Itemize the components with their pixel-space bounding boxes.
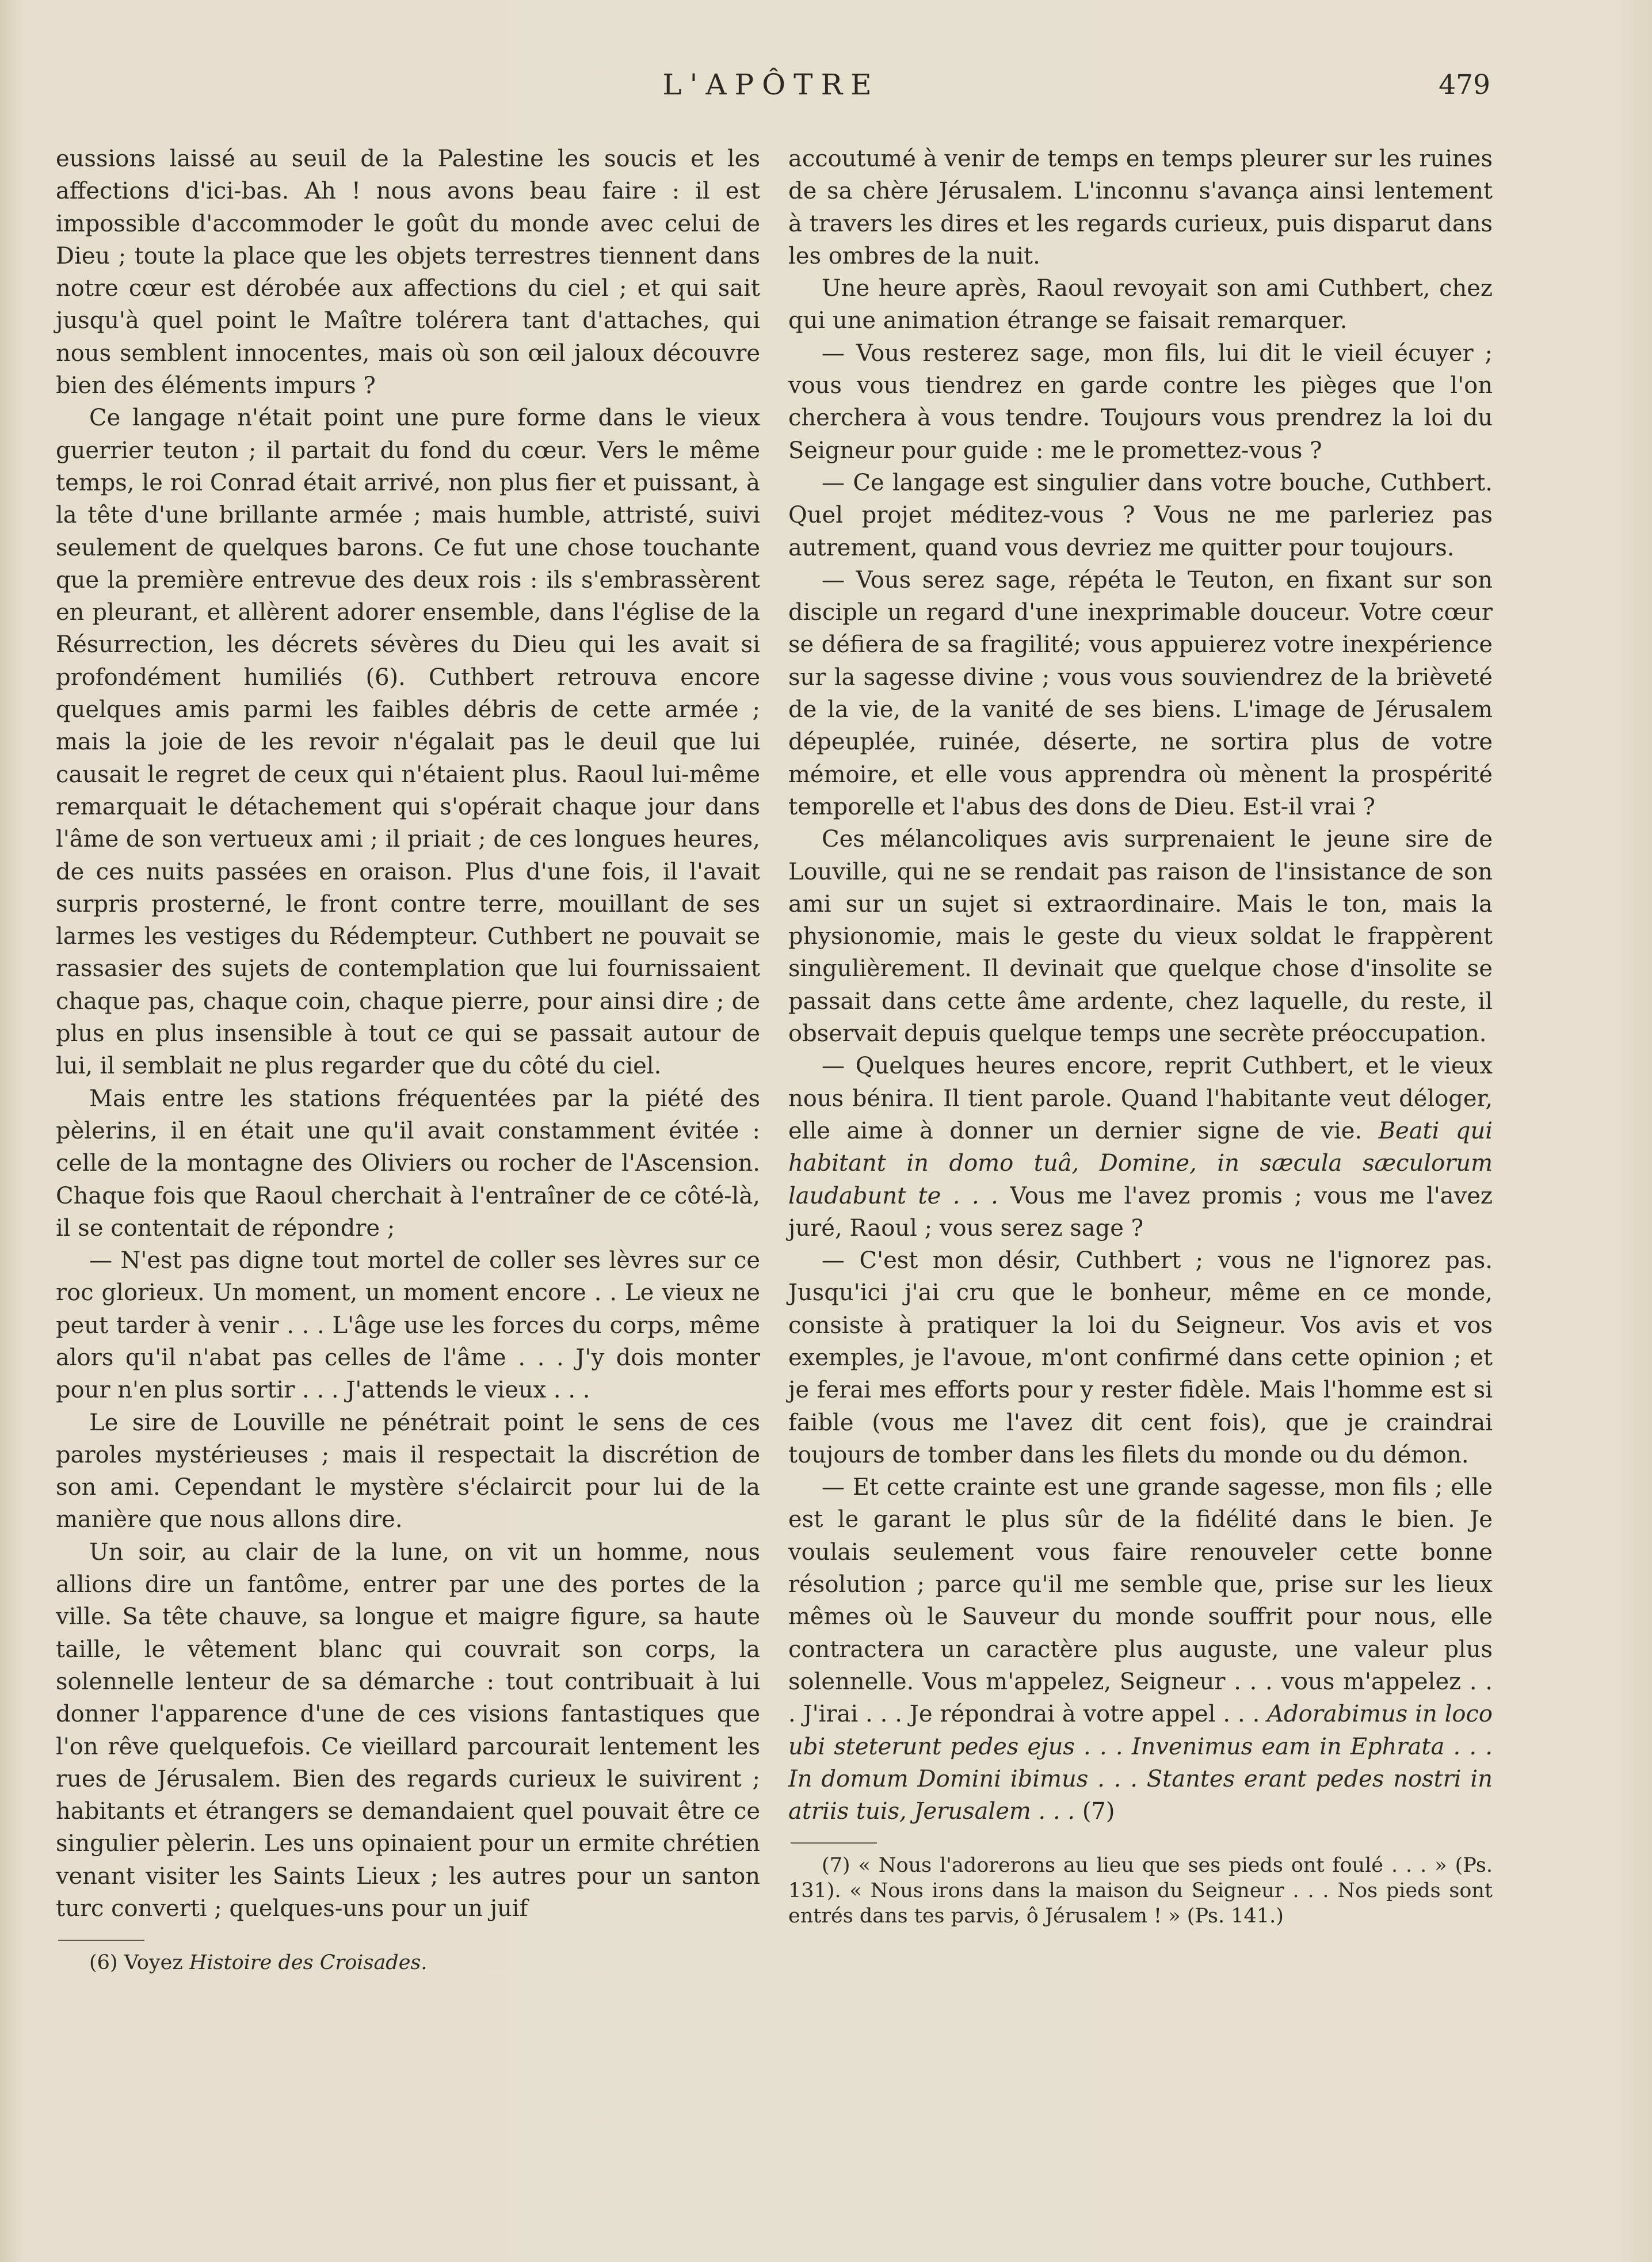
right-column (788, 143, 1493, 1929)
paragraph: accoutumé à venir de temps en temps pleurer sur les ruines de sa chère Jérusalem. L'inconnu s'avança ainsi lentement à travers les dires et les regards curieux, puis disparut dans les ombres de la nuit. (788, 146, 1493, 269)
footnote-divider (791, 1842, 877, 1844)
dialogue-paragraph (788, 1050, 1493, 1244)
paragraph: eussions laissé au seuil de la Palestine les soucis et les affections d'ici-bas. Ah ! nous avons beau faire : il est impossible d'accommoder le goût du monde avec celui de Dieu ; toute la place que les objets terrestres tiennent dans notre cœur est dérobée aux affections du ciel ; et qui sait jusqu'à quel point le Maître tolérera tant d'attaches, qui nous semblent innocentes, mais où son œil jaloux découvre bien des éléments impurs ? (56, 146, 760, 399)
footnote-7: (7) « Nous l'adorerons au lieu que ses pieds ont foulé . . . » (Ps. 131). « Nous irons dans la maison du Seigneur . . . Nos pieds sont entrés dans tes parvis, ô Jérusalem ! » (Ps. 141.) (788, 1854, 1493, 1928)
dialogue-text: — Quelques heures encore, reprit Cuthbert, et le vieux nous bénira. Il tient parole. Quand l'habitante veut déloger, elle aime à donner un dernier signe de vie. (788, 1053, 1493, 1144)
footnote-reference: (7) (1082, 1798, 1115, 1825)
footnote-number: (6) (89, 1951, 118, 1975)
footnote-text: Voyez (124, 1951, 183, 1975)
paragraph: Le sire de Louville ne pénétrait point le sens de ces paroles mystérieuses ; mais il respectait la discrétion de son ami. Cependant le mystère s'éclaircit pour lui de la manière que nous allons dire. (56, 1409, 760, 1533)
dialogue-text: — Et cette crainte est une grande sagesse, mon fils ; elle est le garant le plus sûr de la fidélité dans le bien. Je voulais seulement vous faire renouveler cette bonne résolution ; parce qu'il me semble que, prise sur les lieux mêmes où le Sauveur du monde souffrit pour nous, elle contractera un caractère plus auguste, une valeur plus solennelle. Vous m'appelez, Seigneur . . . vous m'appelez . . . J'irai . . . Je répondrai à votre appel . . . (788, 1474, 1493, 1728)
running-title: L'APÔTRE (662, 68, 880, 101)
paragraph: Un soir, au clair de la lune, on vit un homme, nous allions dire un fantôme, entrer par une des portes de la ville. Sa tête chauve, sa longue et maigre figure, sa haute taille, le vêtement blanc qui couvrait son corps, la solennelle lenteur de sa démarche : tout contribuait à lui donner l'apparence d'une de ces visions fantastiques que l'on rêve quelquefois. Ce vieillard parcourait lentement les rues de Jérusalem. Bien des regards curieux le suivirent ; habitants et étrangers se demandaient quel pouvait être ce singulier pèlerin. Les uns opinaient pour un ermite chrétien venant visiter les Saints Lieux ; les autres pour un santon turc converti ; quelques-uns pour un juif (56, 1539, 760, 1922)
dialogue-paragraph (788, 1471, 1493, 1827)
paragraph: Mais entre les stations fréquentées par la piété des pèlerins, il en était une qu'il avait constamment évitée : celle de la montagne des Oliviers ou rocher de l'Ascension. Chaque fois que Raoul cherchait à l'entraîner de ce côté-là, il se contentait de répondre ; (56, 1085, 760, 1242)
footnote-book-title: Histoire des Croisades. (189, 1951, 428, 1975)
dialogue-text: Vous me l'avez promis ; vous me l'avez juré, Raoul ; vous serez sage ? (788, 1182, 1493, 1242)
footnote-divider (58, 1940, 144, 1941)
paragraph: Une heure après, Raoul revoyait son ami Cuthbert, chez qui une animation étrange se faisait remarquer. (788, 275, 1493, 334)
dialogue-paragraph: — Vous resterez sage, mon fils, lui dit le vieil écuyer ; vous vous tiendrez en garde contre les pièges que l'on cherchera à vous tendre. Toujours vous prendrez la loi du Seigneur pour guide : me le promettez-vous ? (788, 340, 1493, 464)
paragraph: Ce langage n'était point une pure forme dans le vieux guerrier teuton ; il partait du fond du cœur. Vers le même temps, le roi Conrad était arrivé, non plus fier et puissant, à la tête d'une brillante armée ; mais humble, attristé, suivi seulement de quelques barons. Ce fut une chose touchante que la première entrevue des deux rois : ils s'embrassèrent en pleurant, et allèrent adorer ensemble, dans l'église de la Résurrection, les décrets sévères du Dieu qui les avait si profondément humiliés (6). Cuthbert retrouva encore quelques amis parmi les faibles débris de cette armée ; mais la joie de les revoir n'égalait pas le deuil que lui causait le regret de ceux qui n'étaient plus. Raoul lui-même remarquait le détachement qui s'opérait chaque jour dans l'âme de son vertueux ami ; il priait ; de ces longues heures, de ces nuits passées en oraison. Plus d'une fois, il l'avait surpris prosterné, le front contre terre, mouillant de ses larmes les vestiges du Rédempteur. Cuthbert ne pouvait se rassasier des sujets de contemplation que lui fournissaient chaque pas, chaque coin, chaque pierre, pour ainsi dire ; de plus en plus insensible à tout ce qui se passait autour de lui, il semblait ne plus regarder que du côté du ciel. (56, 405, 760, 1080)
dialogue-paragraph: — N'est pas digne tout mortel de coller ses lèvres sur ce roc glorieux. Un moment, un moment encore . . Le vieux ne peut tarder à venir . . . L'âge use les forces du corps, même alors qu'il n'abat pas celles de l'âme . . . J'y dois monter pour n'en plus sortir . . . J'attends le vieux . . . (56, 1247, 760, 1404)
dialogue-paragraph: — Ce langage est singulier dans votre bouche, Cuthbert. Quel projet méditez-vous ? Vous ne me parleriez pas autrement, quand vous devriez me quitter pour toujours. (788, 469, 1493, 561)
latin-quote: Adorabimus in loco ubi steterunt pedes ejus . . . Invenimus eam in Ephrata . . . In domum Domini ibimus . . . Stantes erant pedes nostri in atriis tuis, Jerusalem . . . (788, 1701, 1493, 1825)
left-column (56, 143, 760, 1975)
paragraph: Ces mélancoliques avis surprenaient le jeune sire de Louville, qui ne se rendait pas raison de l'insistance de son ami sur un sujet si extraordinaire. Mais le ton, mais la physionomie, mais le geste du vieux soldat le frappèrent singulièrement. Il devinait que quelque chose d'insolite se passait dans cette âme ardente, chez laquelle, du reste, il observait depuis quelque temps une secrète préoccupation. (788, 826, 1493, 1048)
footnote-6 (56, 1950, 760, 1975)
dialogue-paragraph: — Vous serez sage, répéta le Teuton, en fixant sur son disciple un regard d'une inexprimable douceur. Votre cœur se défiera de sa fragilité; vous appuierez votre inexpérience sur la sagesse divine ; vous vous souviendrez de la brièveté de la vie, de la vanité de ses biens. L'image de Jérusalem dépeuplée, ruinée, déserte, ne sortira plus de votre mémoire, et elle vous apprendra où mènent la prospérité temporelle et l'abus des dons de Dieu. Est-il vrai ? (788, 566, 1493, 820)
dialogue-paragraph: — C'est mon désir, Cuthbert ; vous ne l'ignorez pas. Jusqu'ici j'ai cru que le bonheur, même en ce monde, consiste à pratiquer la loi du Seigneur. Vos avis et vos exemples, je l'avoue, m'ont confirmé dans cette opinion ; et je ferai mes efforts pour y rester fidèle. Mais l'homme est si faible (vous me l'avez dit cent fois), que je craindrai toujours de tomber dans les filets du monde ou du démon. (788, 1247, 1493, 1468)
latin-quote: Beati qui habitant in domo tuâ, Domine, in sæcula sæculorum laudabunt te . . . (788, 1117, 1493, 1209)
page-number: 479 (1439, 69, 1490, 101)
